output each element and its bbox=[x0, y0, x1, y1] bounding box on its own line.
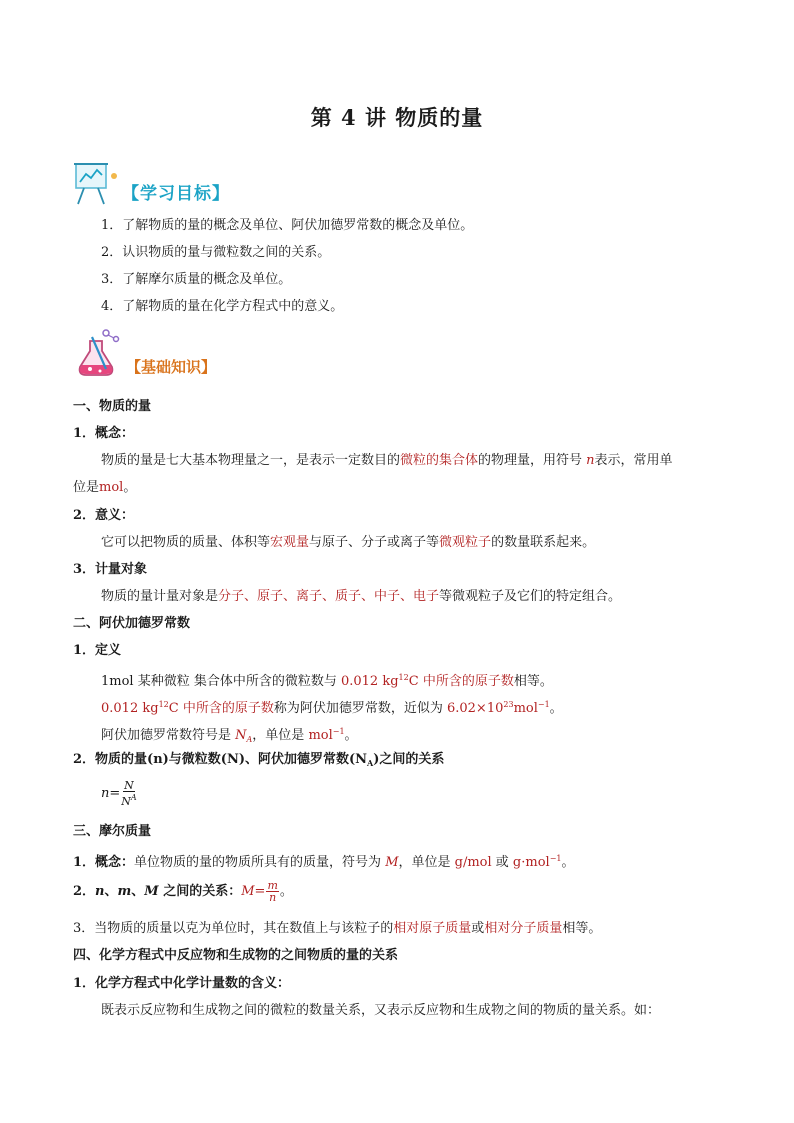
superscript: −1 bbox=[332, 727, 345, 736]
text-run: 之间的关系： bbox=[158, 884, 242, 899]
symbol-n: n bbox=[586, 453, 595, 468]
section-2-1-text-1 bbox=[101, 669, 553, 691]
text-run: 。 bbox=[549, 701, 563, 716]
text-run: 2． bbox=[73, 884, 96, 899]
section-2-1-text-2 bbox=[101, 696, 563, 718]
fraction-numerator: m bbox=[267, 879, 278, 892]
section-4-title: 四、化学方程式中反应物和生成物的之间物质的量的关系 bbox=[73, 948, 399, 963]
text-run: 表示，常用单 bbox=[594, 453, 673, 468]
section-3-2-text bbox=[73, 880, 293, 903]
text-run: 物质的量是七大基本物理量之一，是表示一定数目的 bbox=[101, 453, 401, 468]
text-run: 3．当物质的质量以克为单位时，其在数值上与该粒子的 bbox=[73, 921, 394, 936]
subscript: A bbox=[367, 758, 374, 768]
superscript: −1 bbox=[537, 700, 550, 709]
basic-knowledge-header bbox=[72, 327, 216, 379]
text-run: 的数量联系起来。 bbox=[491, 535, 596, 550]
symbol-m: M bbox=[385, 855, 399, 870]
text-run: M bbox=[144, 884, 159, 899]
text-run: ，单位是 bbox=[398, 855, 455, 870]
fraction-numerator: N bbox=[124, 779, 134, 792]
text-run: 称为阿伏加德罗常数，近似为 bbox=[273, 701, 447, 716]
formula-lhs: n= bbox=[101, 786, 121, 801]
page-title: 第 4 讲 物质的量 bbox=[310, 105, 484, 130]
section-2-1-title: 1．定义 bbox=[73, 643, 122, 658]
text-run: m bbox=[117, 884, 132, 899]
text-run: 6.02×10 bbox=[446, 701, 504, 716]
section-3-1-text bbox=[73, 850, 575, 872]
fraction-denominator bbox=[121, 792, 136, 807]
superscript: 12 bbox=[158, 700, 169, 709]
highlight-term: 微粒的集合体 bbox=[400, 453, 479, 468]
text-run: 。 bbox=[123, 480, 137, 495]
section-3-title: 三、摩尔质量 bbox=[73, 824, 152, 839]
learning-goals-header bbox=[70, 160, 230, 206]
subsection-label: 1．概念： bbox=[73, 855, 135, 870]
text-run: n bbox=[95, 884, 105, 899]
text-run: 的物理量，用符号 bbox=[478, 453, 587, 468]
unit bbox=[513, 855, 562, 870]
section-2-2-title bbox=[73, 751, 444, 772]
learning-goals-title: 【学习目标】 bbox=[122, 184, 230, 204]
text-run: C 中所含的原子数 bbox=[168, 701, 274, 716]
highlight-term bbox=[101, 701, 274, 716]
section-1-1-text-cont bbox=[73, 479, 136, 497]
section-1-1-text bbox=[101, 452, 673, 470]
text-run: N bbox=[121, 795, 131, 808]
goal-item-3: 3．了解摩尔质量的概念及单位。 bbox=[101, 272, 292, 287]
section-1-title: 一、物质的量 bbox=[73, 399, 152, 414]
text-run: 阿伏加德罗常数符号是 bbox=[101, 728, 236, 743]
text-run: C 中所含的原子数 bbox=[408, 674, 514, 689]
formula-lhs: M= bbox=[241, 884, 266, 899]
highlight-term bbox=[341, 674, 514, 689]
superscript: A bbox=[130, 793, 137, 802]
subscript: A bbox=[246, 735, 253, 744]
basic-knowledge-title: 【基础知识】 bbox=[126, 358, 217, 376]
text-run: 0.012 kg bbox=[101, 701, 159, 716]
superscript: −1 bbox=[549, 854, 562, 863]
text-run: 1mol 某种微粒 集合体中所含的微粒数与 bbox=[101, 674, 341, 689]
highlight-term: 微观粒子 bbox=[439, 535, 492, 550]
unit: g/mol bbox=[454, 855, 492, 870]
section-3-3-text bbox=[73, 920, 601, 938]
highlight-term bbox=[308, 728, 344, 743]
flask-icon bbox=[72, 327, 124, 379]
section-1-2-text bbox=[101, 534, 595, 552]
highlight-term: 分子、原子、离子、质子、中子、电子 bbox=[218, 589, 440, 604]
highlight-term: 宏观量 bbox=[270, 535, 310, 550]
highlight-term: 相对分子质量 bbox=[484, 921, 563, 936]
text-run: mol bbox=[513, 701, 538, 716]
fraction-denominator: n bbox=[269, 891, 277, 904]
text-run: 相等。 bbox=[513, 674, 553, 689]
text-run: 或 bbox=[471, 921, 485, 936]
text-run: 与原子、分子或离子等 bbox=[309, 535, 440, 550]
text-run: 。 bbox=[344, 728, 358, 743]
text-run: 单位物质的量的物质所具有的质量，符号为 bbox=[134, 855, 386, 870]
superscript: 23 bbox=[503, 700, 514, 709]
formula-fraction bbox=[266, 880, 278, 903]
goal-item-1: 1．了解物质的量的概念及单位、阿伏加德罗常数的概念及单位。 bbox=[101, 218, 474, 233]
text-run: )之间的关系 bbox=[373, 752, 445, 767]
symbol-na bbox=[235, 728, 252, 743]
text-run: 相等。 bbox=[562, 921, 602, 936]
text-run: 、 bbox=[104, 884, 118, 899]
section-1-3-text bbox=[101, 588, 621, 606]
text-run: 。 bbox=[561, 855, 575, 870]
text-run: 0.012 kg bbox=[340, 674, 399, 689]
section-1-3-title: 3．计量对象 bbox=[73, 562, 148, 577]
text-run: mol bbox=[308, 728, 333, 743]
text-run: 2．物质的量(n)与微粒数(N)、阿伏加德罗常数(N bbox=[73, 752, 368, 767]
text-run: 等微观粒子及它们的特定组合。 bbox=[439, 589, 622, 604]
text-run: 或 bbox=[491, 855, 513, 870]
formula-fraction bbox=[121, 780, 136, 807]
section-2-1-text-3 bbox=[101, 723, 358, 749]
section-4-1-text: 既表示反应物和生成物之间的微粒的数量关系，又表示反应物和生成物之间的物质的量关系。如： bbox=[101, 1003, 661, 1018]
text-run: 位是 bbox=[73, 480, 100, 495]
section-4-1-title: 1．化学方程式中化学计量数的含义： bbox=[73, 976, 291, 991]
text-run: 、 bbox=[131, 884, 145, 899]
text-run: 。 bbox=[279, 884, 293, 899]
goal-item-4: 4．了解物质的量在化学方程式中的意义。 bbox=[101, 299, 344, 314]
text-run: 它可以把物质的质量、体积等 bbox=[101, 535, 271, 550]
text-run: N bbox=[235, 728, 247, 743]
formula-n bbox=[101, 780, 138, 807]
text-run: 物质的量计量对象是 bbox=[101, 589, 219, 604]
highlight-term bbox=[447, 701, 550, 716]
section-1-2-title: 2．意义： bbox=[73, 508, 135, 523]
section-2-title: 二、阿伏加德罗常数 bbox=[73, 616, 191, 631]
text-run: g·mol bbox=[512, 855, 550, 870]
easel-icon bbox=[70, 160, 120, 206]
goal-item-2: 2．认识物质的量与微粒数之间的关系。 bbox=[101, 245, 331, 260]
text-run: ，单位是 bbox=[252, 728, 309, 743]
superscript: 12 bbox=[398, 673, 409, 682]
section-1-1-title: 1．概念： bbox=[73, 426, 135, 441]
unit-mol: mol bbox=[99, 480, 124, 495]
highlight-term: 相对原子质量 bbox=[393, 921, 472, 936]
